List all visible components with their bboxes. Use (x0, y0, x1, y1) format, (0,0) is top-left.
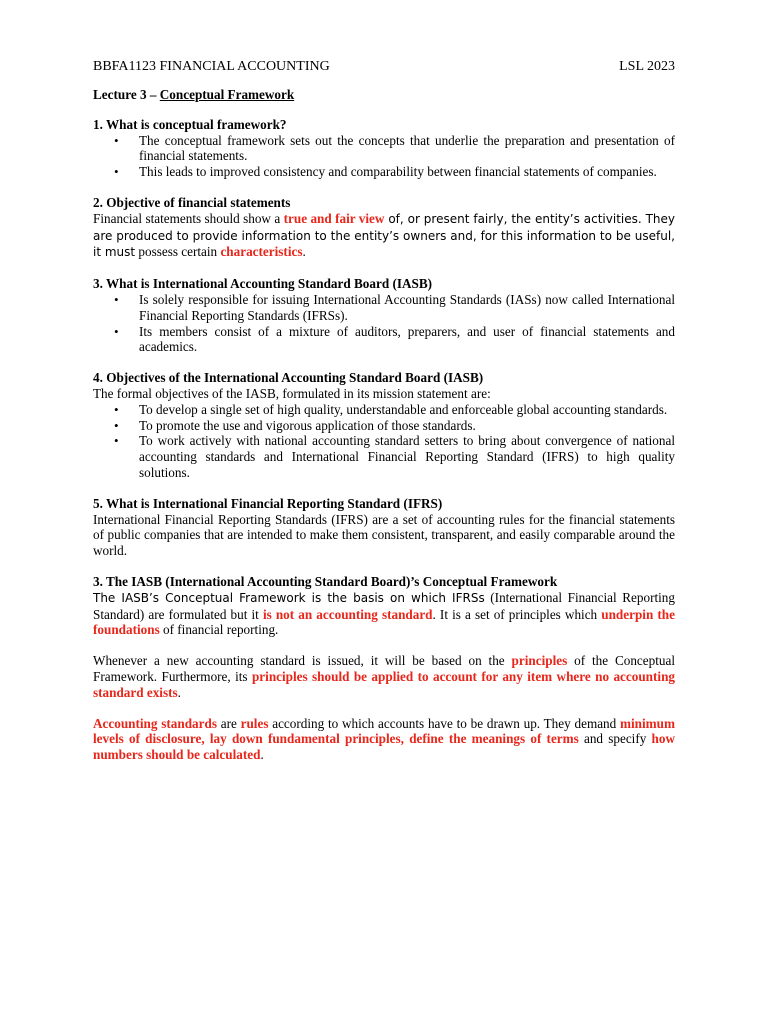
highlight-text: principles (511, 653, 568, 669)
page-header (93, 58, 675, 76)
list-item: • Its members consist of a mixture of auditors, preparers, and user of financial statements and academics. (93, 324, 675, 356)
section-heading: 2. Objective of financial statements (93, 194, 291, 210)
text: . It is a set of principles which (432, 606, 602, 622)
highlight-text: minimum levels of disclosure (93, 715, 675, 747)
list-item: • To promote the use and vigorous application of those standards. (93, 418, 675, 434)
text: possess certain (135, 244, 221, 260)
bullet-list (93, 402, 675, 481)
highlight-text: true and fair view (283, 210, 385, 226)
document-body (93, 87, 675, 763)
punctuation: , (201, 731, 210, 747)
section-iasb-objectives (93, 370, 675, 481)
lecture-prefix: Lecture 3 – (93, 87, 160, 102)
text: Financial statements should show a (93, 210, 284, 226)
section-heading: 1. What is conceptual framework? (93, 116, 287, 132)
bullet-list (93, 292, 675, 355)
section-paragraph (93, 653, 675, 700)
text: of financial reporting. (159, 622, 279, 638)
text: The IASB’s Conceptual Framework is the basis on which IFRSs (93, 590, 485, 605)
text: . (260, 747, 264, 763)
lecture-title (93, 87, 675, 103)
course-code: BBFA1123 FINANCIAL ACCOUNTING (93, 59, 330, 74)
text: are (216, 715, 241, 731)
text: . (177, 684, 181, 700)
highlight-text: lay down fundamental principles (209, 731, 401, 747)
lecture-topic: Conceptual Framework (159, 87, 295, 102)
term-label: LSL 2023 (619, 59, 675, 74)
section-conceptual-framework (93, 117, 675, 180)
section-what-is-iasb (93, 276, 675, 355)
highlight-text: characteristics (220, 244, 303, 260)
text: . (302, 244, 306, 260)
section-intro: The formal objectives of the IASB, formulated in its mission statement are: (93, 385, 491, 401)
section-iasb-conceptual-framework (93, 574, 675, 763)
section-what-is-ifrs (93, 496, 675, 559)
list-item: • The conceptual framework sets out the concepts that underlie the preparation and presentation of financial statements. (93, 133, 675, 165)
highlight-text: define the meanings of terms (409, 731, 579, 747)
list-item: • This leads to improved consistency and comparability between financial statements of companies. (93, 164, 675, 180)
list-item: • Is solely responsible for issuing International Accounting Standards (IASs) now called International Financial Reporting Standards (IFRSs). (93, 292, 675, 324)
bullet-list (93, 133, 675, 180)
list-item: • To develop a single set of high quality, understandable and enforceable global accounting standards. (93, 402, 675, 418)
section-objective-financial-statements (93, 195, 675, 261)
highlight-text: principles should be applied to account for any item where no accounting standard exists (93, 668, 676, 700)
list-item: • To work actively with national accounting standard setters to bring about convergence of national accounting standards and International Financial Reporting Standard (IFRS) to high quality solutions. (93, 433, 675, 480)
section-paragraph (93, 590, 675, 638)
text: according to which accounts have to be drawn up. They demand (268, 715, 621, 731)
section-paragraph (93, 211, 675, 261)
text: (International Financial Reporting Standard) are formulated but it (93, 589, 675, 622)
highlight-text: rules (240, 715, 269, 731)
punctuation: , (400, 731, 410, 747)
highlight-text: Accounting standards (93, 715, 217, 731)
section-heading: 3. The IASB (International Accounting Standard Board)’s Conceptual Framework (93, 573, 558, 589)
text: and specify (578, 731, 652, 747)
section-heading: 5. What is International Financial Reporting Standard (IFRS) (93, 495, 443, 511)
text: of, or present fairly, the entity’s activities. They are produced to provide information to the entity’s owners and, for this information to be useful, it must (93, 211, 676, 260)
highlight-text: is not an accounting standard (262, 606, 433, 622)
section-heading: 3. What is International Accounting Standard Board (IASB) (93, 276, 433, 292)
text: Whenever a new accounting standard is issued, it will be based on the (93, 653, 512, 669)
highlight-text: how numbers should be calculated (93, 731, 675, 763)
section-heading: 4. Objectives of the International Accounting Standard Board (IASB) (93, 370, 484, 386)
highlight-text: underpin the foundations (93, 606, 675, 638)
section-paragraph: International Financial Reporting Standards (IFRS) are a set of accounting rules for the financial statements of public companies that are intended to make them consistent, transparent, and easily comparable around the world. (93, 511, 675, 559)
section-paragraph (93, 716, 675, 763)
text: of the Conceptual Framework. Furthermore, its (93, 653, 676, 684)
